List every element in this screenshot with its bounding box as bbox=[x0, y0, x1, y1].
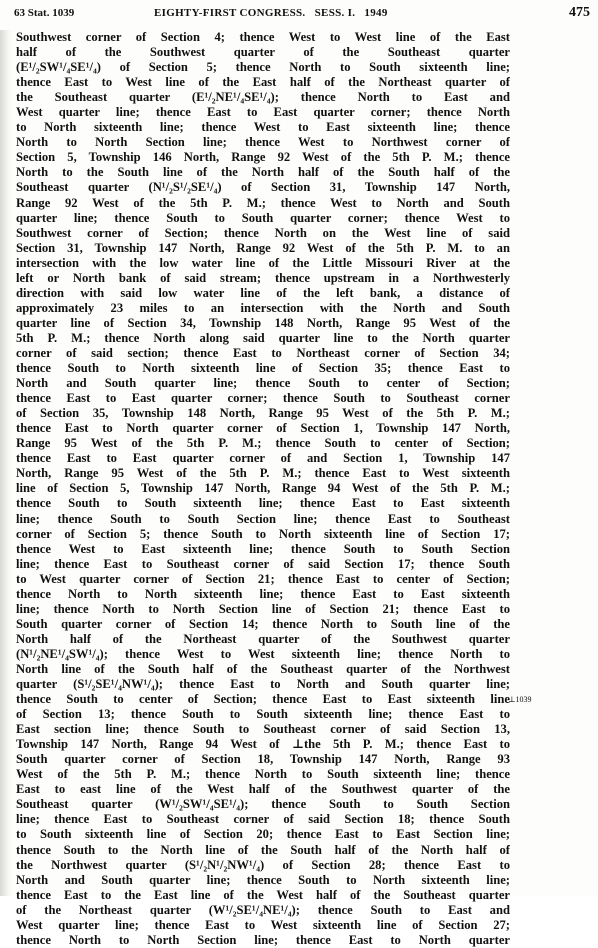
text-line: line; thence East to Southeast corner of said Section 17; thence South bbox=[16, 556, 510, 571]
text-line: corner of Section 5; thence South to North sixteenth line of Section 17; bbox=[16, 526, 510, 541]
text-line: quarter line of Section 34, Township 148 North, Range 95 West of the bbox=[16, 315, 510, 330]
text-line: thence South to North sixteenth line of Section 35; thence East to bbox=[16, 361, 510, 376]
text-line: thence West to East sixteenth line; thence South to South Section bbox=[16, 541, 510, 556]
text-line: line; thence South to South Section line; thence East to Southeast bbox=[16, 511, 510, 526]
text-line: (E¹/₂SW¹/₄SE¹/₄) of Section 5; thence North to South sixteenth line; bbox=[16, 60, 510, 75]
text-line: line of Section 5, Township 147 North, Range 94 West of the 5th P. M.; bbox=[16, 481, 510, 496]
statute-reference: 63 Stat. 1039 bbox=[14, 7, 75, 19]
text-line: 5th P. M.; thence North along said quarter line to the North quarter bbox=[16, 330, 510, 345]
text-line: West quarter line; thence East to West sixteenth line of Section 27; bbox=[16, 917, 510, 932]
text-line: the Northwest quarter (S¹/₂N¹/₂NW¹/₄) of Section 28; thence East to bbox=[16, 857, 510, 872]
text-line: East section line; thence South to Southeast corner of said Section 13, bbox=[16, 722, 510, 737]
text-line: Southeast quarter (W¹/₂SW¹/₄SE¹/₄); thence South to South Section bbox=[16, 797, 510, 812]
text-line: North half of the Northeast quarter of the Southwest quarter bbox=[16, 631, 510, 646]
text-line: to North sixteenth line; thence West to East sixteenth line; thence bbox=[16, 120, 510, 135]
text-line: the Southeast quarter (E¹/₂NE¹/₄SE¹/₄); thence North to East and bbox=[16, 90, 510, 105]
text-line: thence East to North quarter corner of Section 1, Township 147 North, bbox=[16, 421, 510, 436]
text-line: thence South to the North line of the South half of the North half of bbox=[16, 842, 510, 857]
text-line: North, Range 95 West of the 5th P. M.; thence East to West sixteenth bbox=[16, 466, 510, 481]
margin-page-marker: ⊥1039 bbox=[508, 695, 532, 704]
text-line: Township 147 North, Range 94 West of ⊥the 5th P. M.; thence East to bbox=[16, 737, 510, 752]
text-line: line; thence East to Southeast corner of said Section 18; thence South bbox=[16, 812, 510, 827]
text-line: (N¹/₂NE¹/₄SW¹/₄); thence West to West sixteenth line; thence North to bbox=[16, 646, 510, 661]
text-line: to West quarter corner of Section 21; thence East to center of Section; bbox=[16, 571, 510, 586]
text-line: East to east line of the West half of the Southwest quarter of the bbox=[16, 782, 510, 797]
text-line: North and South quarter line; thence South to North sixteenth line; bbox=[16, 872, 510, 887]
page-header bbox=[14, 5, 594, 27]
text-line: to South sixteenth line of Section 20; thence East to East Section line; bbox=[16, 827, 510, 842]
text-line: quarter (S¹/₂SE¹/₄NW¹/₄); thence East to North and South quarter line; bbox=[16, 677, 510, 692]
text-line: thence South to center of Section; thence East to East sixteenth line bbox=[16, 692, 510, 707]
text-line: approximately 23 miles to an intersection with the North and South bbox=[16, 300, 510, 315]
text-line: intersection with the low water line of the Little Missouri River at the bbox=[16, 255, 510, 270]
text-line: of Section 13; thence South to South sixteenth line; thence East to bbox=[16, 707, 510, 722]
text-line: half of the Southwest quarter of the Southeast quarter bbox=[16, 45, 510, 60]
text-line: thence North to North sixteenth line; thence East to East sixteenth bbox=[16, 586, 510, 601]
text-line: quarter line; thence South to South quarter corner; thence West to bbox=[16, 210, 510, 225]
text-line: left or North bank of said stream; thence upstream in a Northwesterly bbox=[16, 270, 510, 285]
text-line: thence East to East quarter corner; thence South to Southeast corner bbox=[16, 391, 510, 406]
text-line: thence North to North Section line; thence East to North quarter bbox=[16, 932, 510, 947]
binding-gutter-shadow bbox=[0, 30, 12, 896]
text-line: thence East to West line of the East half of the Northeast quarter of bbox=[16, 75, 510, 90]
text-line: direction with said low water line of the left bank, a distance of bbox=[16, 285, 510, 300]
text-line: corner of said section; thence East to Northeast corner of Section 34; bbox=[16, 345, 510, 360]
text-line: Section 5, Township 146 North, Range 92 West of the 5th P. M.; thence bbox=[16, 150, 510, 165]
text-line: North line of the South half of the Southeast quarter of the Northwest bbox=[16, 661, 510, 676]
congress-title: EIGHTY-FIRST CONGRESS. bbox=[154, 7, 306, 19]
text-line: Range 95 West of the 5th P. M.; thence South to center of Section; bbox=[16, 436, 510, 451]
session-label: SESS. I. bbox=[314, 7, 356, 19]
running-head bbox=[154, 7, 388, 19]
text-line: Range 92 West of the 5th P. M.; thence West to North and South bbox=[16, 195, 510, 210]
text-line: North and South quarter line; thence South to center of Section; bbox=[16, 376, 510, 391]
text-line: line; thence North to North Section line of Section 21; thence East to bbox=[16, 601, 510, 616]
statute-body-text bbox=[16, 30, 510, 948]
text-line: of Section 35, Township 148 North, Range 95 West of the 5th P. M.; bbox=[16, 406, 510, 421]
text-line: West of the 5th P. M.; thence North to South sixteenth line; thence bbox=[16, 767, 510, 782]
text-line: Southwest corner of Section 4; thence West to West line of the East bbox=[16, 30, 510, 44]
text-line: South quarter corner of Section 18, Township 147 North, Range 93 bbox=[16, 752, 510, 767]
text-line: thence East to the East line of the West half of the Southeast quarter bbox=[16, 887, 510, 902]
text-line: of the Northeast quarter (W¹/₂SE¹/₄NE¹/₄); thence South to East and bbox=[16, 902, 510, 917]
text-line: Southwest corner of Section; thence North on the West line of said bbox=[16, 225, 510, 240]
text-line: Section 31, Township 147 North, Range 92 West of the 5th P. M. to an bbox=[16, 240, 510, 255]
text-line: North to North Section line; thence West to Northwest corner of bbox=[16, 135, 510, 150]
text-line: thence East to East quarter corner of and Section 1, Township 147 bbox=[16, 451, 510, 466]
text-line: thence South to South sixteenth line; thence East to East sixteenth bbox=[16, 496, 510, 511]
text-line: West quarter line; thence East to East quarter corner; thence North bbox=[16, 105, 510, 120]
text-line: Southeast quarter (N¹/₂S¹/₂SE¹/₄) of Section 31, Township 147 North, bbox=[16, 180, 510, 195]
page-number: 475 bbox=[569, 5, 590, 20]
year-label: 1949 bbox=[364, 7, 388, 19]
text-line: South quarter corner of Section 14; thence North to South line of the bbox=[16, 616, 510, 631]
text-line: North to the South line of the North half of the South half of the bbox=[16, 165, 510, 180]
